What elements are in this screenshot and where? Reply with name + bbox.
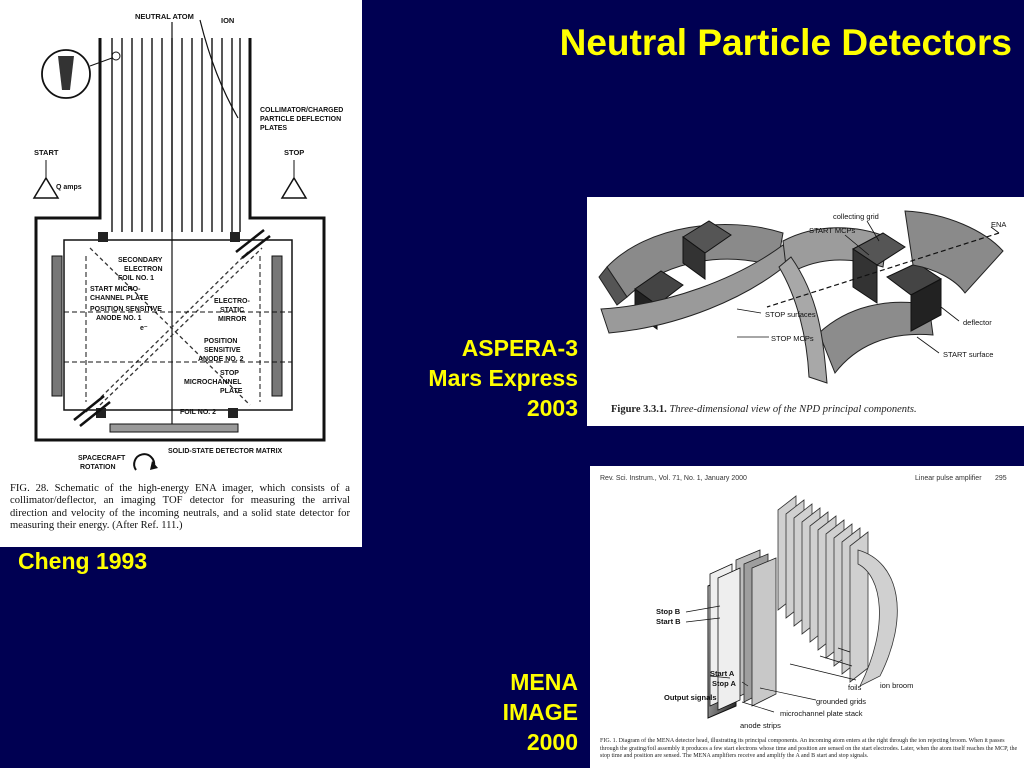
label-collimator-3: PLATES: [260, 125, 288, 132]
label-anode-strips: anode strips: [740, 721, 781, 730]
aspera-year: 2003: [526, 395, 578, 421]
label-start-surface: START surface: [943, 350, 994, 359]
label-start-b: Start B: [656, 617, 681, 626]
label-stop-mcp-1: STOP: [220, 370, 239, 377]
label-electro-1: ELECTRO-: [214, 298, 250, 305]
ena-imager-schematic: [0, 0, 362, 480]
figure2-caption-text: Three-dimensional view of the NPD principal components.: [669, 404, 917, 415]
aspera-label: [428, 333, 578, 423]
label-spacecraft-2: ROTATION: [80, 464, 116, 471]
label-pos-anode2-1: POSITION: [204, 338, 238, 345]
label-start-mcp-2: CHANNEL PLATE: [90, 295, 149, 302]
mena-mission: IMAGE: [502, 699, 578, 725]
label-spacecraft-1: SPACECRAFT: [78, 455, 126, 462]
label-stop: STOP: [284, 148, 305, 157]
figure3-header-journal: Rev. Sci. Instrum., Vol. 71, No. 1, January 2000: [600, 475, 747, 482]
label-start-mcp-1: START MICRO-: [90, 286, 141, 293]
cheng-label: Cheng 1993: [18, 548, 148, 574]
slide-title: Neutral Particle Detectors: [559, 22, 1012, 63]
label-collecting-grid: collecting grid: [833, 212, 879, 221]
label-stop-mcps: STOP MCPs: [771, 334, 814, 343]
label-electro-2: STATIC: [220, 307, 245, 314]
label-secondary-1: SECONDARY: [118, 257, 163, 264]
mena-head-drawing: [590, 466, 1024, 736]
aspera-mission: Mars Express: [428, 365, 578, 391]
figure2-caption: [611, 404, 917, 415]
label-mcp-stack: microchannel plate stack: [780, 709, 863, 718]
label-collimator-2: PARTICLE DEFLECTION: [260, 116, 342, 123]
label-collimator-1: COLLIMATOR/CHARGED: [260, 107, 344, 114]
label-grounded-grids: grounded grids: [816, 697, 867, 706]
label-electro-3: MIRROR: [218, 316, 247, 323]
figure3-caption: FIG. 1. Diagram of the MENA detector head, illustrating its principal components. An incoming atom enters at the right through the ion rejecting broom. When it passes through the grating/foil assembly it produces a few start electrons whose time and position are sensed on the start electrodes. Later, when the atom itself reaches the MCP, the stop time and position are sensed. The MENA amplifiers receive and amplify the A and B start and stop signals.: [600, 738, 1018, 760]
label-stop-b: Stop B: [656, 607, 681, 616]
figure3-header-title: Linear pulse amplifier: [915, 475, 982, 482]
label-pos-anode2-2: SENSITIVE: [204, 347, 241, 354]
figure2-caption-number: Figure 3.3.1.: [611, 404, 667, 415]
label-output-signals: Output signals: [664, 693, 717, 702]
figure1-caption: FIG. 28. Schematic of the high-energy ENA imager, which consists of a collimator/deflector, an imaging TOF detector for measuring the arrival direction and velocity of the incoming neutrals, and a solid state detector for measuring their energy. (After Ref. 111.): [10, 483, 350, 531]
mena-detector-figure: [590, 466, 1024, 768]
label-ion-broom: ion broom: [880, 681, 914, 690]
aspera-name: ASPERA-3: [461, 335, 578, 361]
label-e-minus: e⁻: [140, 325, 148, 332]
label-start: START: [34, 148, 59, 157]
label-neutral-atom: NEUTRAL ATOM: [135, 12, 194, 21]
label-deflector: deflector: [963, 318, 992, 327]
label-stop-mcp-3: PLATE: [220, 388, 243, 395]
mena-year: 2000: [526, 729, 578, 755]
npd-components-drawing: [587, 197, 1024, 397]
label-pos-anode1-1: POSITION SENSITIVE: [90, 306, 162, 313]
label-stop-mcp-2: MICROCHANNEL: [184, 379, 242, 386]
label-ssd: SOLID-STATE DETECTOR MATRIX: [168, 448, 283, 455]
label-stop-a: Stop A: [712, 679, 736, 688]
label-pos-anode2-3: ANODE NO. 2: [198, 356, 244, 363]
label-ena: ENA: [991, 220, 1007, 229]
label-ion: ION: [221, 16, 235, 25]
label-pos-anode1-2: ANODE NO. 1: [96, 315, 142, 322]
label-foils: foils: [848, 683, 862, 692]
mena-name: MENA: [510, 669, 578, 695]
label-secondary-3: FOIL NO. 1: [118, 275, 155, 282]
mena-label: [503, 667, 578, 757]
label-q-amps: Q amps: [56, 184, 82, 191]
figure3-header-page: 295: [995, 475, 1007, 482]
label-start-a: Start A: [710, 669, 735, 678]
npd-3d-figure: [587, 197, 1024, 426]
cheng-schematic-figure: [0, 0, 362, 547]
label-secondary-2: ELECTRON: [124, 266, 163, 273]
label-foil2: FOIL NO. 2: [180, 409, 217, 416]
label-start-mcps: START MCPs: [809, 226, 856, 235]
label-stop-surfaces: STOP surfaces: [765, 310, 816, 319]
